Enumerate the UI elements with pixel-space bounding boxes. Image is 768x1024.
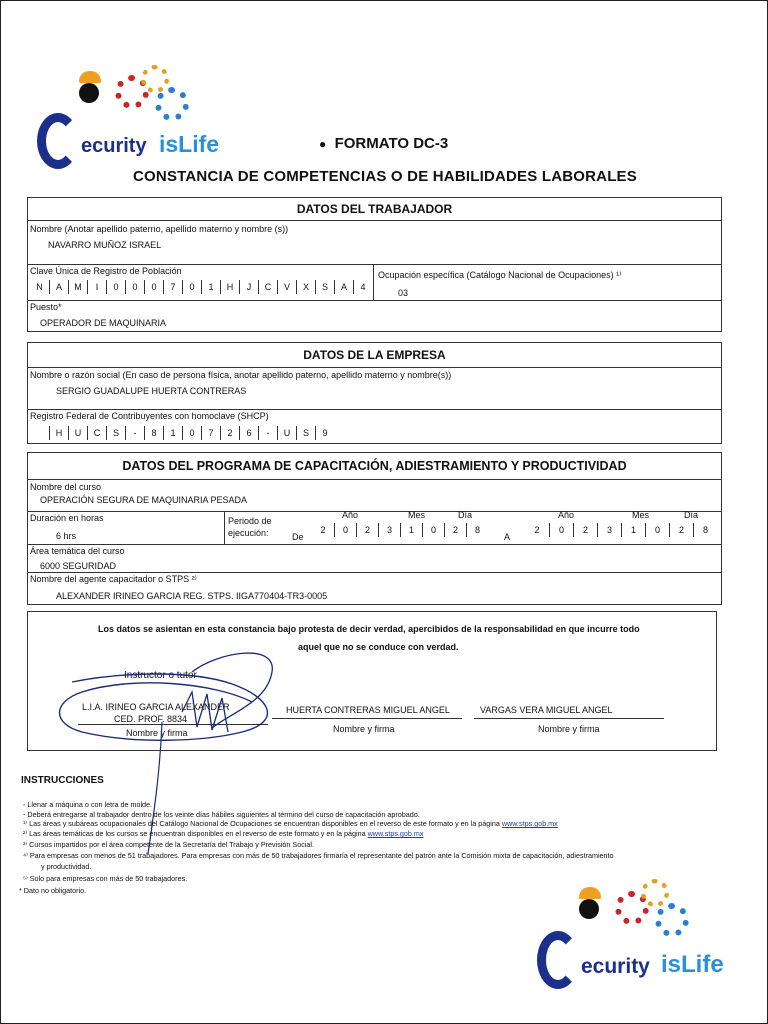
- puesto-label: Puesto*: [30, 302, 62, 312]
- rfc-cell: U: [277, 426, 296, 440]
- trabajador-rep-name: VARGAS VERA MIGUEL ANGEL: [480, 705, 613, 715]
- patron-name: HUERTA CONTRERAS MIGUEL ANGEL: [286, 705, 450, 715]
- rfc-cell: -: [258, 426, 277, 440]
- rfc-cell: 9: [315, 426, 334, 440]
- curp-cell: A: [334, 280, 353, 294]
- curp-cell: 0: [106, 280, 125, 294]
- section-firmas: [27, 611, 717, 751]
- curp-cell: 0: [182, 280, 201, 294]
- security-islife-logo-bottom: [535, 877, 735, 997]
- instructor-label: Instructor o tutor: [124, 670, 197, 681]
- curp-cell: 0: [144, 280, 163, 294]
- rfc-cell: C: [87, 426, 106, 440]
- section-trabajador: [27, 197, 722, 332]
- rfc-cell: 0: [182, 426, 201, 440]
- rfc-cell: 1: [163, 426, 182, 440]
- razon-social-label: Nombre o razón social (En caso de persona física, anotar apellido paterno, apellido materno y nombre(s)): [30, 370, 452, 380]
- start-date-cell: 8: [466, 523, 488, 537]
- instruccion-5: ³⁾ Cursos impartidos por el área competente de la Secretaría del Trabajo y Previsión Social.: [23, 840, 315, 849]
- start-date-cell: 2: [444, 523, 466, 537]
- declaracion-line-1: Los datos se asientan en esta constancia bajo protesta de decir verdad, apercibidos de la responsabilidad en que incurre todo: [98, 624, 640, 634]
- start-mes-label: Mes: [408, 510, 426, 520]
- instructor-cedula: CED. PROF. 8834: [114, 714, 188, 724]
- curp-cell: H: [220, 280, 239, 294]
- curp-cell: N: [36, 282, 43, 292]
- section-empresa: [27, 342, 722, 444]
- document-title: CONSTANCIA DE COMPETENCIAS O DE HABILIDADES LABORALES: [133, 168, 637, 185]
- security-islife-logo-top: [35, 65, 235, 185]
- end-date-cell: 3: [597, 523, 621, 537]
- nombre-trabajador-value: NAVARRO MUÑOZ ISRAEL: [48, 240, 162, 250]
- start-anio-label: Año: [342, 510, 359, 520]
- agente-value: ALEXANDER IRINEO GARCIA REG. STPS. IIGA770404-TR3-0005: [56, 591, 328, 601]
- start-date-cell: 0: [422, 523, 444, 537]
- curp-cell: 1: [201, 280, 220, 294]
- curp-cell: V: [277, 280, 296, 294]
- end-date-cells: [525, 523, 717, 537]
- curp-cell: S: [315, 280, 334, 294]
- end-mes-label: Mes: [632, 510, 650, 520]
- rfc-cell: S: [296, 426, 315, 440]
- curp-cell: C: [258, 280, 277, 294]
- instruccion-7: ⁵⁾ Solo para empresas con más de 50 trabajadores.: [23, 874, 188, 883]
- logo-word-islife: isLife: [159, 131, 220, 157]
- start-date-cell: 3: [378, 523, 400, 537]
- instruccion-1: - Llenar a máquina o con letra de molde.: [23, 800, 153, 809]
- area-tematica-label: Área temática del curso: [30, 546, 125, 556]
- declaracion-line-2: aquel que no se conduce con verdad.: [298, 642, 459, 652]
- end-anio-label: Año: [558, 510, 575, 520]
- curp-cell: A: [49, 280, 68, 294]
- logo-word-islife-bottom: isLife: [661, 951, 724, 978]
- instruccion-4: ²⁾ Las áreas temáticas de los cursos se encuentran disponibles en el reverso de este formato y en la página www.stps.gob.mx: [23, 829, 424, 838]
- end-date-cell: 8: [693, 523, 717, 537]
- end-date-cell: 2: [573, 523, 597, 537]
- instruccion-2: - Deberá entregarse al trabajador dentro de los veinte días hábiles siguientes al término del curso de capacitación aprobado.: [23, 810, 420, 819]
- start-date-cell: 0: [334, 523, 356, 537]
- instruccion-3: ¹⁾ Las áreas y subáreas ocupacionales del Catálogo Nacional de Ocupaciones se encuentran disponibles en el reverso de este formato y en la página www.stps.gob.mx: [23, 819, 558, 828]
- curp-cell: M: [68, 280, 87, 294]
- rfc-cell: [30, 426, 49, 440]
- rfc-cell: 6: [239, 426, 258, 440]
- instructor-name: L.I.A. IRINEO GARCIA ALEXANDER: [82, 702, 230, 712]
- rfc-cell: S: [106, 426, 125, 440]
- start-date-cell: 1: [400, 523, 422, 537]
- nombre-trabajador-label: Nombre (Anotar apellido paterno, apellido materno y nombre (s)): [30, 224, 289, 234]
- curp-cell: 0: [125, 280, 144, 294]
- end-date-cell: 0: [549, 523, 573, 537]
- duracion-value: 6 hrs: [56, 531, 77, 541]
- agente-label: Nombre del agente capacitador o STPS ²⁾: [30, 574, 197, 584]
- section-programa: [27, 452, 722, 605]
- start-date-cell: 2: [320, 525, 326, 535]
- ocupacion-label: Ocupación específica (Catálogo Nacional de Ocupaciones) ¹⁾: [378, 270, 622, 280]
- rfc-cell: 8: [144, 426, 163, 440]
- start-date-cell: 2: [356, 523, 378, 537]
- section-heading-trabajador: DATOS DEL TRABAJADOR: [28, 198, 721, 221]
- stps-link-1[interactable]: www.stps.gob.mx: [501, 819, 558, 828]
- stps-link-2[interactable]: www.stps.gob.mx: [367, 829, 424, 838]
- rfc-cell: H: [49, 426, 68, 440]
- instruccion-6-cont: y productividad.: [41, 862, 92, 871]
- curso-value: OPERACIÓN SEGURA DE MAQUINARIA PESADA: [40, 495, 248, 505]
- area-tematica-value: 6000 SEGURIDAD: [40, 561, 117, 571]
- start-dia-label: Día: [458, 510, 473, 520]
- start-date-cells: [312, 523, 488, 537]
- end-dia-label: Día: [684, 510, 699, 520]
- end-date-cell: 2: [534, 525, 540, 535]
- curso-label: Nombre del curso: [30, 482, 102, 492]
- end-date-cell: 1: [621, 523, 645, 537]
- logo-word-security: ecurity: [81, 135, 147, 157]
- rfc-cell: 7: [201, 426, 220, 440]
- section-heading-programa: DATOS DEL PROGRAMA DE CAPACITACIÓN, ADIESTRAMIENTO Y PRODUCTIVIDAD: [28, 453, 721, 480]
- nombre-firma-instructor: Nombre y firma: [126, 728, 188, 738]
- ocupacion-value: 03: [398, 288, 409, 298]
- instrucciones-title: INSTRUCCIONES: [21, 775, 104, 786]
- razon-social-value: SERGIO GUADALUPE HUERTA CONTRERAS: [56, 386, 247, 396]
- rfc-cell: U: [68, 426, 87, 440]
- section-heading-empresa: DATOS DE LA EMPRESA: [28, 343, 721, 368]
- end-date-cell: 0: [645, 523, 669, 537]
- curp-label: Clave Única de Registro de Población: [30, 266, 182, 276]
- curp-cell: I: [87, 280, 106, 294]
- curp-cell: X: [296, 280, 315, 294]
- logo-word-security-bottom: ecurity: [581, 955, 650, 978]
- instruccion-6: ⁴⁾ Para empresas con menos de 51 trabajadores. Para empresas con más de 50 trabajadores firmaría el representante del patrón ante la Comisión mixta de capacitación, adiestramiento: [23, 851, 614, 860]
- periodo-label-1: Periodo de: [228, 516, 272, 526]
- rfc-cell: 2: [220, 426, 239, 440]
- curp-cell: J: [239, 280, 258, 294]
- puesto-value: OPERADOR DE MAQUINARIA: [40, 318, 167, 328]
- curp-cells: [30, 280, 372, 294]
- curp-cell: 4: [353, 280, 372, 294]
- rfc-label: Registro Federal de Contribuyentes con homoclave (SHCP): [30, 411, 269, 421]
- curp-cell: 7: [163, 280, 182, 294]
- instruccion-8: * Dato no obligatorio.: [19, 886, 87, 895]
- periodo-label-2: ejecución:: [228, 528, 269, 538]
- nombre-firma-patron: Nombre y firma: [333, 724, 395, 734]
- end-date-cell: 2: [669, 523, 693, 537]
- a-label: A: [504, 532, 511, 542]
- de-label: De: [292, 532, 304, 542]
- rfc-cells: [30, 426, 334, 440]
- format-title: ● FORMATO DC-3: [319, 135, 449, 152]
- rfc-cell: -: [125, 426, 144, 440]
- nombre-firma-trabajador: Nombre y firma: [538, 724, 600, 734]
- duracion-label: Duración en horas: [30, 513, 104, 523]
